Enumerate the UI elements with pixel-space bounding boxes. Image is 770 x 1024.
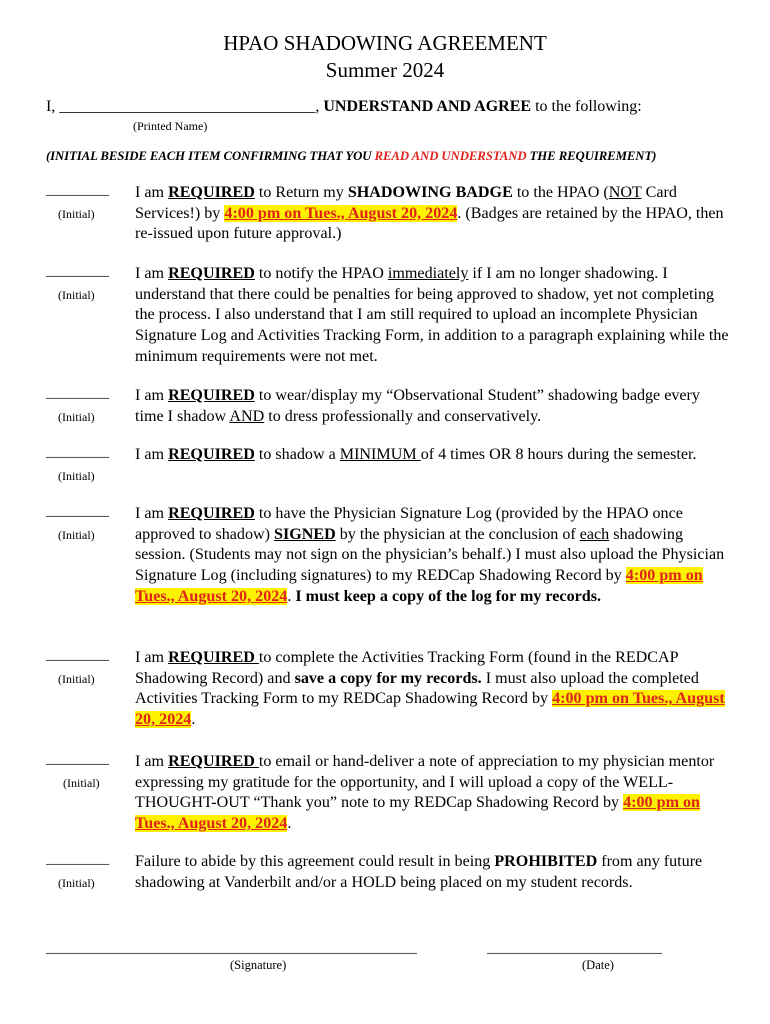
signature-line[interactable]: _____________________________________________________ (46, 941, 417, 956)
deadline-highlight: 4:00 pm on Tues., August 20, 2024 (135, 567, 703, 605)
initial-blank[interactable]: _________ (46, 504, 109, 519)
initial-blank[interactable]: _________ (46, 264, 109, 279)
initial-label: (Initial) (58, 528, 95, 542)
deadline-highlight: 4:00 pm on Tues., August 20, 2024 (135, 690, 725, 729)
requirement-text: I am REQUIRED to email or hand-deliver a note of appreciation to my physician mentor expressing my gratitude for the opportunity, and I will upload a copy of the WELL-THOUGHT-OUT “Thank you” note to my REDCap Shadowing Record by 4:00 pm on Tues., August 20, 2024. (135, 753, 715, 833)
understand-agree: UNDERSTAND AND AGREE (323, 98, 532, 115)
instruction-part2: THE REQUIREMENT) (526, 149, 657, 163)
initial-label: (Initial) (63, 776, 100, 790)
initial-label: (Initial) (58, 410, 95, 424)
instruction-part1: (INITIAL BESIDE EACH ITEM CONFIRMING THAT YOU (46, 149, 375, 163)
instruction-line (46, 149, 656, 164)
initial-blank[interactable]: _________ (46, 752, 109, 767)
initial-blank[interactable]: _________ (46, 183, 109, 198)
initial-label: (Initial) (58, 288, 95, 302)
requirement-text: Failure to abide by this agreement could result in being PROHIBITED from any future shadowing at Vanderbilt and/or a HOLD being placed on my student records. (135, 853, 703, 891)
instruction-red: READ AND UNDERSTAND (374, 149, 527, 163)
initial-label: (Initial) (58, 672, 95, 686)
deadline-highlight: 4:00 pm on Tues., August 20, 2024 (224, 204, 458, 222)
signature-label: (Signature) (230, 958, 287, 972)
initial-blank[interactable]: _________ (46, 445, 109, 460)
agreement-line (46, 98, 642, 116)
document-subtitle: Summer 2024 (325, 58, 445, 82)
agree-comma: , (315, 98, 324, 115)
printed-name-label: (Printed Name) (133, 119, 208, 133)
agree-prefix: I, (46, 98, 60, 115)
requirement-text: I am REQUIRED to complete the Activities Tracking Form (found in the REDCAP Shadowing Record) and save a copy for my records. I must also upload the completed Activities Tracking Form to my REDCap Shadowing Record by 4:00 pm on Tues., August 20, 2024. (135, 649, 725, 729)
deadline-highlight: 4:00 pm on Tues., August 20, 2024 (135, 794, 701, 833)
initial-label: (Initial) (58, 469, 95, 483)
initial-blank[interactable]: _________ (46, 648, 109, 663)
requirement-text: I am REQUIRED to wear/display my “Observational Student” shadowing badge every time I shadow AND to dress professionally and conservatively. (135, 387, 700, 425)
date-line[interactable]: _________________________ (487, 941, 662, 956)
document-title: HPAO SHADOWING AGREEMENT (223, 31, 547, 55)
printed-name-blank[interactable]: ________________________________ (59, 98, 316, 115)
initial-label: (Initial) (58, 876, 95, 890)
requirement-text: I am REQUIRED to shadow a MINIMUM of 4 times OR 8 hours during the semester. (135, 446, 697, 463)
requirement-text: I am REQUIRED to have the Physician Signature Log (provided by the HPAO once approved to shadow) SIGNED by the physician at the conclusion of each shadowing session. (Students may not sign on the physician’s behalf.) I must also upload the Physician Signature Log (including signatures) to my REDCap Shadowing Record by 4:00 pm on Tues., August 20, 2024. I must keep a copy of the log for my records. (135, 505, 725, 605)
initial-label: (Initial) (58, 207, 95, 221)
initial-blank[interactable]: _________ (46, 386, 109, 401)
initial-blank[interactable]: _________ (46, 852, 109, 867)
requirement-text: I am REQUIRED to Return my SHADOWING BADGE to the HPAO (NOT Card Services!) by 4:00 pm on Tues., August 20, 2024. (Badges are retained by the HPAO, then re-issued upon future approval.) (135, 184, 724, 243)
date-label: (Date) (582, 958, 614, 972)
requirement-text: I am REQUIRED to notify the HPAO immediately if I am no longer shadowing. I understand that there could be penalties for being approved to shadow, yet not completing the process. I also understand that I am still required to upload an incomplete Physician Signature Log and Activities Tracking Form, in addition to a paragraph explaining while the minimum requirements were not met. (135, 265, 729, 365)
agree-suffix: to the following: (531, 98, 642, 115)
